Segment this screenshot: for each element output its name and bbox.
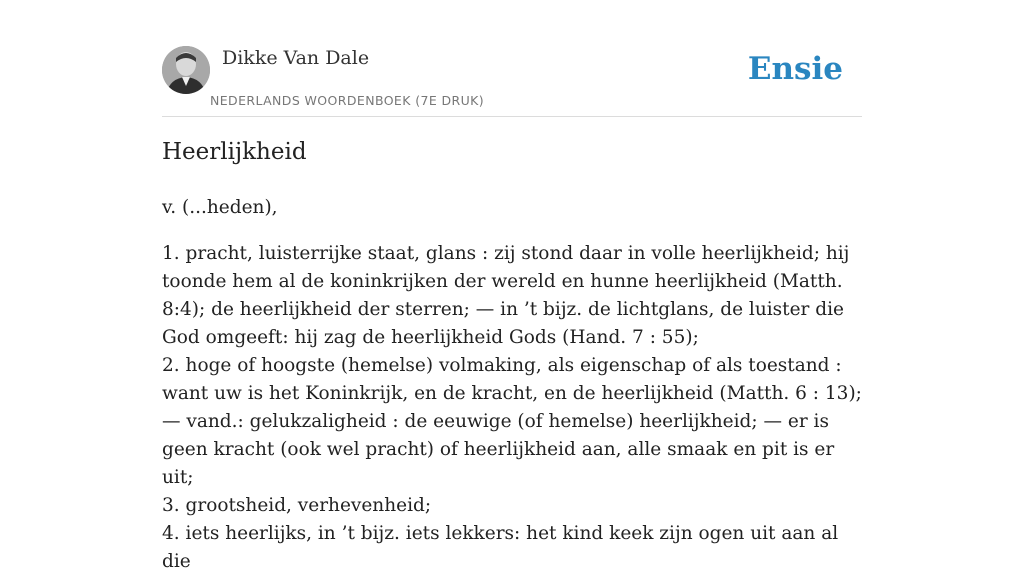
definition-item: 3. grootsheid, verhevenheid; xyxy=(162,495,432,516)
entry-content xyxy=(162,194,862,576)
definition-item: 2. hoge of hoogste (hemelse) volmaking, als eigenschap of als toestand : want uw is het Koninkrijk, en de kracht, en de heerlijkheid (Matth. 6 : 13); — vand.: gelukzaligheid : de eeuwige (of hemelse) heerlijkheid; — er is geen kracht (ook wel pracht) of heerlijkheid aan, alle smaak en pit is er uit; xyxy=(162,355,862,488)
ensie-logo-link[interactable]: Ensie xyxy=(747,51,843,87)
entry-title: Heerlijkheid xyxy=(162,139,307,165)
grammar-note: v. (...heden), xyxy=(162,197,278,218)
author-portrait-icon xyxy=(162,46,210,94)
definition-item: 1. pracht, luisterrijke staat, glans : zij stond daar in volle heerlijkheid; hij toonde hem al de koninkrijken der wereld en hunne heerlijkheid (Matth. 8:4); de heerlijkheid der sterren; — in ’t bijz. de lichtglans, de luister die God omgeeft: hij zag de heerlijkheid Gods (Hand. 7 : 55); xyxy=(162,243,850,348)
definition-item: 4. iets heerlijks, in ’t bijz. iets lekkers: het kind keek zijn ogen uit aan al die xyxy=(162,523,839,572)
source-label[interactable]: NEDERLANDS WOORDENBOEK (7E DRUK) xyxy=(210,93,485,108)
site-header xyxy=(162,46,862,117)
author-avatar[interactable] xyxy=(162,46,210,94)
author-name[interactable]: Dikke Van Dale xyxy=(222,47,370,69)
